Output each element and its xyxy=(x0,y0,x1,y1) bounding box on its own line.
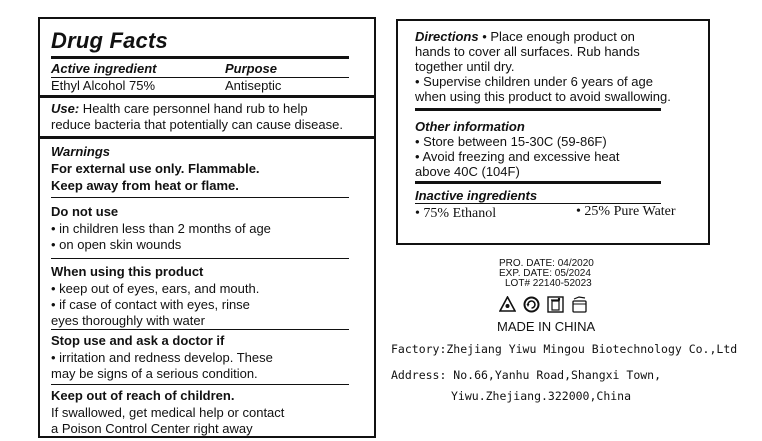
active-ingredient-header: Active ingredient xyxy=(51,61,157,76)
section-divider xyxy=(40,136,374,139)
inactive-item-1: • 75% Ethanol xyxy=(415,206,497,221)
purpose-value: Antiseptic xyxy=(225,78,282,93)
other-info-line-3: above 40C (104F) xyxy=(415,164,520,179)
active-ingredient-value: Ethyl Alcohol 75% xyxy=(51,78,156,93)
warnings-line-1: For external use only. Flammable. xyxy=(51,161,260,176)
purpose-header: Purpose xyxy=(225,61,278,76)
when-using-line-1: • keep out of eyes, ears, and mouth. xyxy=(51,281,260,296)
directions-line-5: when using this product to avoid swallowing. xyxy=(415,89,671,104)
label-icons xyxy=(499,296,588,313)
directions-line-1 xyxy=(415,29,635,44)
other-info-rule xyxy=(415,181,661,184)
directions-line-4: • Supervise children under 6 years of age xyxy=(415,74,653,89)
warnings-line-2: Keep away from heat or flame. xyxy=(51,178,239,193)
directions-line-3: together until dry. xyxy=(415,59,515,74)
title-rule xyxy=(51,56,349,59)
use-line-1 xyxy=(51,101,308,117)
exp-date: EXP. DATE: 05/2024 xyxy=(499,268,591,279)
stop-use-rule xyxy=(51,384,349,385)
address-line-2: Yiwu.Zhejiang.322000,China xyxy=(451,389,632,403)
drug-facts-title: Drug Facts xyxy=(51,28,168,53)
keep-out-line-2: a Poison Control Center right away xyxy=(51,421,253,436)
directions-label: Directions xyxy=(415,29,479,44)
other-info-line-2: • Avoid freezing and excessive heat xyxy=(415,149,620,164)
trash-bin-icon xyxy=(547,296,564,313)
use-line-2: reduce bacteria that potentially can cause disease. xyxy=(51,117,343,132)
stop-use-header: Stop use and ask a doctor if xyxy=(51,333,225,348)
address-line-1: Address: No.66,Yanhu Road,Shangxi Town, xyxy=(391,368,662,382)
directions-line-2: hands to cover all surfaces. Rub hands xyxy=(415,44,640,59)
made-in-china: MADE IN CHINA xyxy=(497,319,596,334)
jar-12m-icon xyxy=(571,296,588,313)
recycle-triangle-icon xyxy=(499,296,516,313)
directions-panel xyxy=(396,19,710,245)
pro-date: PRO. DATE: 04/2020 xyxy=(499,258,594,269)
directions-text-1: • Place enough product on xyxy=(478,29,635,44)
warnings-rule xyxy=(51,197,349,198)
use-label: Use: xyxy=(51,101,80,116)
stop-use-line-2: may be signs of a serious condition. xyxy=(51,366,258,381)
do-not-use-rule xyxy=(51,258,349,259)
other-info-line-1: • Store between 15-30C (59-86F) xyxy=(415,134,607,149)
use-text-1: Health care personnel hand rub to help xyxy=(79,101,308,116)
other-info-header: Other information xyxy=(415,119,525,134)
factory-line: Factory:Zhejiang Yiwu Mingou Biotechnology Co.,Ltd xyxy=(391,342,738,356)
when-using-line-2: • if case of contact with eyes, rinse xyxy=(51,297,250,312)
do-not-use-line-2: • on open skin wounds xyxy=(51,237,182,252)
refresh-arrows-icon xyxy=(523,296,540,313)
stop-use-line-1: • irritation and redness develop. These xyxy=(51,350,273,365)
when-using-line-3: eyes thoroughly with water xyxy=(51,313,205,328)
lot-number: LOT# 22140-52023 xyxy=(505,278,592,289)
keep-out-line-1: If swallowed, get medical help or contact xyxy=(51,405,285,420)
directions-rule xyxy=(415,108,661,111)
when-using-header: When using this product xyxy=(51,264,204,279)
warnings-header: Warnings xyxy=(51,144,110,159)
section-divider xyxy=(40,95,374,98)
drug-facts-panel xyxy=(38,17,376,438)
do-not-use-header: Do not use xyxy=(51,204,119,219)
do-not-use-line-1: • in children less than 2 months of age xyxy=(51,221,271,236)
inactive-header: Inactive ingredients xyxy=(415,188,538,203)
keep-out-header: Keep out of reach of children. xyxy=(51,388,235,403)
inactive-item-2: • 25% Pure Water xyxy=(576,204,676,219)
when-using-rule xyxy=(51,329,349,330)
